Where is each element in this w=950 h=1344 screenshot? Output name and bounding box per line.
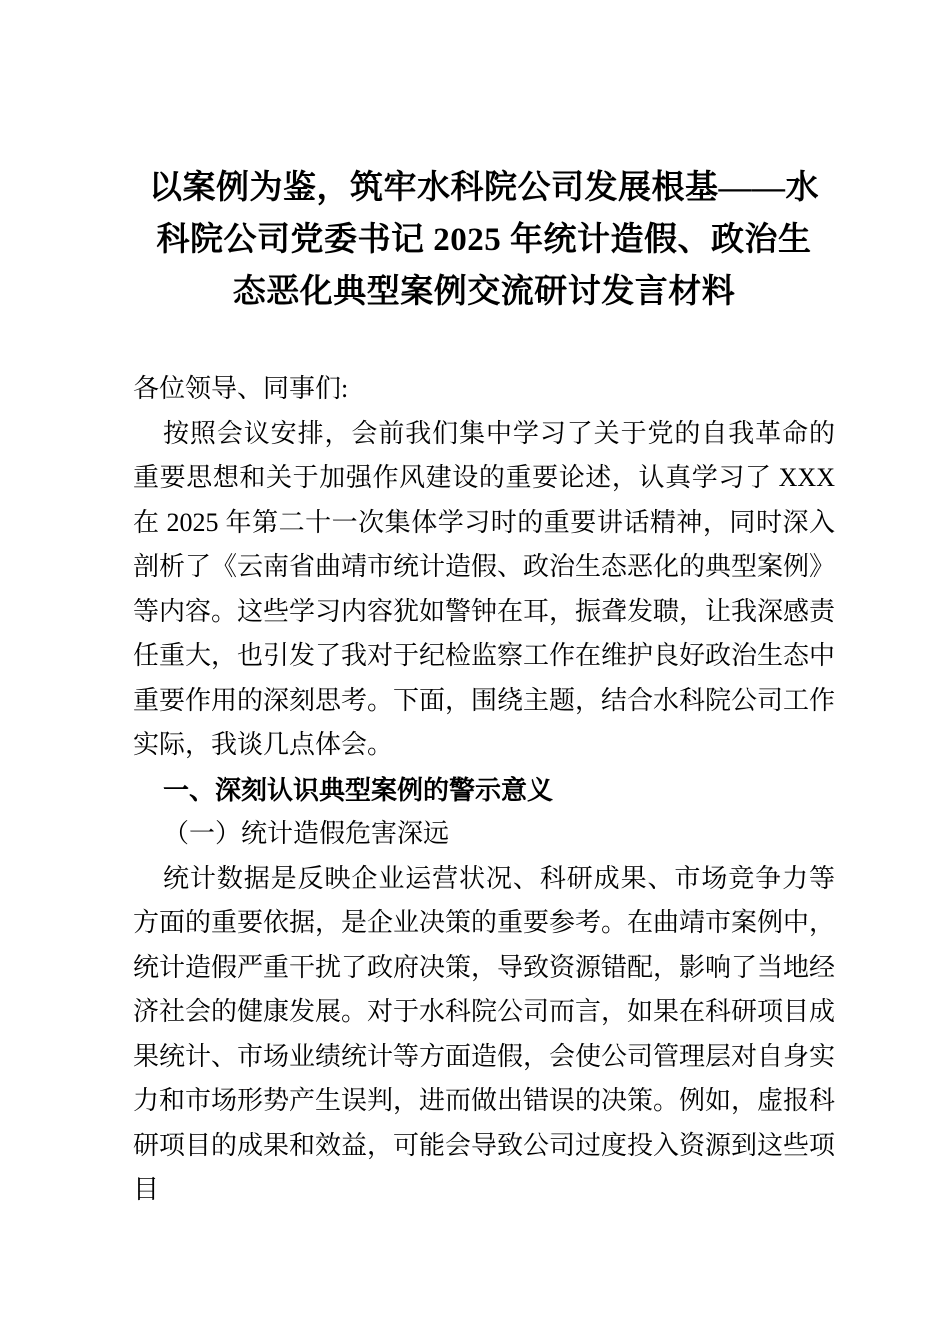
document-title-line-3: 态恶化典型案例交流研讨发言材料: [232, 274, 736, 310]
section1-heading: 一、深刻认识典型案例的警示意义: [163, 774, 554, 805]
salutation: 各位领导、同事们:: [133, 374, 349, 403]
section1-subheading: （一）统计造假危害深远: [163, 819, 450, 848]
intro-paragraph: 按照会议安排，会前我们集中学习了关于党的自我革命的重要思想和关于加强作风建设的重要论述，认真学习了 XXX 在 2025 年第二十一次集体学习时的重要讲话精神，同时深入剖析了《云南省曲靖市统计造假、政治生态恶化的典型案例》等内容。这些学习内容犹如警钟在耳，振聋发聩，让我深感责任重大，也引发了我对于纪检监察工作在维护良好政治生态中重要作用的深刻思考。下面，围绕主题，结合水科院公司工作实际，我谈几点体会。: [133, 418, 836, 759]
document-title-line-1: 以案例为鉴，筑牢水科院公司发展根基——水: [149, 170, 819, 206]
document-title: [133, 162, 835, 318]
section1-body-paragraph: 统计数据是反映企业运营状况、科研成果、市场竞争力等方面的重要依据，是企业决策的重要参考。在曲靖市案例中，统计造假严重干扰了政府决策，导致资源错配，影响了当地经济社会的健康发展。对于水科院公司而言，如果在科研项目成果统计、市场业绩统计等方面造假，会使公司管理层对自身实力和市场形势产生误判，进而做出错误的决策。例如，虚报科研项目的成果和效益，可能会导致公司过度投入资源到这些项目: [133, 863, 836, 1204]
document-title-line-2: 科院公司党委书记 2025 年统计造假、政治生: [156, 222, 812, 258]
document-body: [133, 367, 835, 1213]
